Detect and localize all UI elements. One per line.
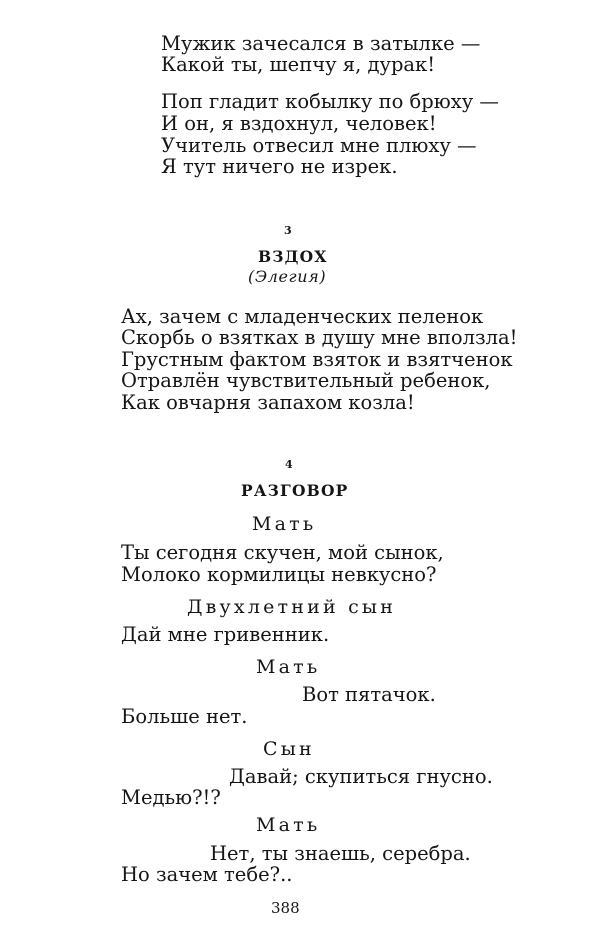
dialogue-line: Молоко кормилицы невкусно? <box>121 563 437 586</box>
poem-line: Поп гладит кобылку по брюху — <box>161 90 499 113</box>
poem-title: ВЗДОХ <box>258 247 328 266</box>
speaker-label: Двухлетний сын <box>187 596 397 618</box>
speaker-label: Мать <box>256 656 321 678</box>
poem-line: Ах, зачем с младенческих пеленок <box>121 305 484 328</box>
page-number: 388 <box>271 899 300 917</box>
speaker-label: Мать <box>256 814 321 836</box>
poem-subtitle: (Элегия) <box>248 267 327 286</box>
poem-line: Как овчарня запахом козла! <box>121 391 415 414</box>
speaker-label: Мать <box>252 513 317 535</box>
dialogue-line: Ты сегодня скучен, мой сынок, <box>121 541 444 564</box>
section-number: 3 <box>284 224 292 237</box>
poem-line: Скорбь о взятках в душу мне вползла! <box>121 326 518 349</box>
poem-line: Грустным фактом взяток и взятченок <box>121 348 513 371</box>
section-number: 4 <box>285 458 293 471</box>
dialogue-line: Нет, ты знаешь, серебра. <box>210 842 471 865</box>
speaker-label: Сын <box>263 738 315 760</box>
dialogue-line: Но зачем тебе?.. <box>121 863 293 886</box>
dialogue-line: Давай; скупиться гнусно. <box>229 765 493 788</box>
poem-line: Я тут ничего не изрек. <box>161 155 398 178</box>
poem-line: Отравлён чувствительный ребенок, <box>121 369 491 392</box>
poem-title: РАЗГОВОР <box>241 481 349 500</box>
poem-line: И он, я вздохнул, человек! <box>161 112 437 135</box>
poem-line: Учитель отвесил мне плюху — <box>161 134 477 157</box>
dialogue-line: Медью?!? <box>121 786 221 809</box>
dialogue-line: Вот пятачок. <box>302 683 436 706</box>
dialogue-line: Дай мне гривенник. <box>121 623 330 646</box>
dialogue-line: Больше нет. <box>121 705 248 728</box>
poem-line: Мужик зачесался в затылке — <box>161 32 481 55</box>
poem-line: Какой ты, шепчу я, дурак! <box>161 53 436 76</box>
